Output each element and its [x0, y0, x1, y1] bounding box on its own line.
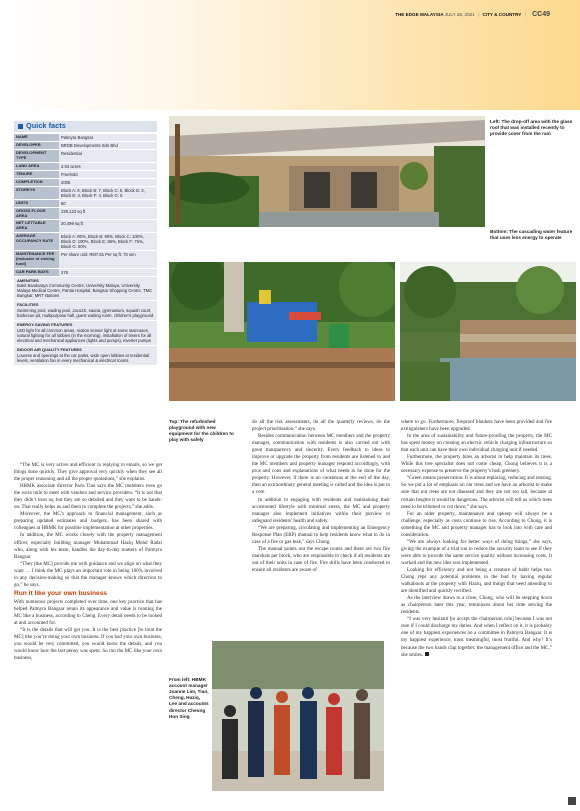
- body-paragraph: For an older property, maintenance and upkeep will always be a challenge, especially as costs continue to rise. According to Chong, it is something the MC and property manager has to look into with care and consideration.: [401, 510, 552, 538]
- quick-facts-note: [14, 346, 157, 366]
- note-text: LED light for all common areas, motion sensor light at some staircases, natural lighting for all lobbies (in the morning), installation of timers for all electrical and mechanical appliances (lights and pumps), inverter pumps: [17, 328, 152, 344]
- fact-label: DEVELOPER: [14, 142, 59, 149]
- body-paragraph: “I was very hesitant [to accept the chairperson role] because I was not sure if I could discharge my duties. And when I reflect on it, it is probably one of my happiest experiences on a committee in Palmyra Bangsar. It is my happiest experience, most meaningful, most fruitful. And why? It’s because the two hands clap together, the management office and the MC,” she smiles.: [401, 616, 552, 658]
- quick-facts-row: [14, 200, 157, 208]
- subheading: Run it like your own business: [14, 589, 108, 597]
- fact-value: 2005: [59, 179, 157, 186]
- fact-value: Block A: 80%, Block B: 90%, Block C: 100%, Block D: 100%, Block E: 88%, Block F: 75%, Block G: 60%: [59, 233, 157, 250]
- fact-value: Freehold: [59, 171, 157, 178]
- note-heading: FACILITIES: [17, 302, 39, 308]
- fact-label: NET LETTABLE AREA: [14, 220, 59, 232]
- body-paragraph: “Green means preservation. It is about replacing, reducing and reusing. So we put a lot of emphasis on our trees and we have an arborist to make sure that our trees are not diseased and they are not too tall, because at certain heights it would be dangerous. The arborist will tell us which trees need to be trimmed or cut down,” she says.: [401, 475, 552, 510]
- fact-label: DEVELOPMENT TYPE: [14, 150, 59, 162]
- body-paragraph: Moreover, the MC’s approach to financial management, such as preparing updated estimates and budgets, has been shared with colleagues at HBMK for possible implementation at other properties.: [14, 511, 162, 532]
- fact-value: 276: [59, 269, 157, 276]
- quick-facts-note: [14, 277, 157, 302]
- body-paragraph: “We are always looking for better ways of doing things,” she says, giving the example of a trial run to reduce the security team to see if they were able to provide the same service quality without increasing costs. It worked and the new idea was implemented.: [401, 538, 552, 566]
- fact-label: AVERAGE OCCUPANCY RATE: [14, 233, 59, 250]
- note-heading: ENERGY-SAVING FEATURES: [17, 322, 73, 328]
- quick-facts-title: Quick facts: [26, 121, 66, 131]
- body-paragraph: The manual points out the escape routes and there are two fire marshals per block, who are responsible to check if all residents are out of their units in case of fire. Fire drills have been conducted to ensure all residents are aware of: [252, 545, 390, 573]
- body-paragraph: do all the risk assessments, do all the quarterly reviews, do the project prioritisation,” she says.: [252, 419, 390, 433]
- body-paragraph: “They [the MC] provide me with guidance and we align on what they want … I think the MC plays an important role in being 100% involved in any decision-making so that the manager knows which direction to go,” he says.: [14, 560, 162, 588]
- fact-label: MAINTENANCE FEE (Inclusive of sinking fund): [14, 251, 59, 267]
- note-heading: AMENITIES: [17, 277, 39, 283]
- quick-facts-row: [14, 269, 157, 277]
- quick-facts-row: [14, 142, 157, 150]
- quick-facts-row: [14, 134, 157, 142]
- page-folio: [395, 11, 550, 18]
- fact-value: 2.94 acres: [59, 163, 157, 170]
- quick-facts-note: [14, 301, 157, 321]
- fact-label: UNITS: [14, 200, 59, 207]
- water-feature-caption: Bottom: The cascading water feature that uses less energy to operate: [490, 229, 573, 241]
- fact-value: Residential: [59, 150, 157, 162]
- fact-label: STOREYS: [14, 187, 59, 199]
- team-photo: [212, 641, 384, 791]
- article-column-3: [401, 419, 552, 659]
- body-paragraph: “We are preparing, circulating and implementing an Emergency Response Plan (ERP) manual to help residents know what to do in case of a fire or gas leak,” says Chong.: [252, 524, 390, 545]
- section-name: CITY & COUNTRY: [482, 12, 522, 17]
- fact-label: GROSS FLOOR AREA: [14, 208, 59, 220]
- body-paragraph: In addition, the MC works closely with the property management officer, especially building manager Muhammad Haziq Mohd Radzi who, along with his team, handles the day-to-day matters of Palmyra Bangsar.: [14, 532, 162, 560]
- note-text: Bukit Bandaraya Community Centre, University Malaya, University Malaya Medical Centre, Pantai Hospital, Bangsar Shopping Centre, TMC Bangsar, MRT stations: [17, 283, 153, 299]
- page-corner-tab: [568, 797, 576, 805]
- fact-value: 60: [59, 200, 157, 207]
- quick-facts-row: [14, 187, 157, 200]
- body-paragraph: HBMK associate director Paris Tian says the MC members even go the extra mile to meet with vendors and service providers. “It is not that they didn’t trust us, but they are so detailed and they want to be hands-on. That really helps us and them to complete the projects,” she adds.: [14, 483, 162, 511]
- quick-facts-note: [14, 321, 157, 346]
- body-paragraph: As the interview draws to a close, Chong, who will be stepping down as chairperson later this year, reminisces about her time serving the residents.: [401, 595, 552, 616]
- body-paragraph: Looking for efficiency and not being a creature of habit helps too. Chong reps any potential problems in the bud by having regular walkabouts at the property with Haziq, and things that need attending to are identified and quickly rectified.: [401, 566, 552, 595]
- note-text: Swimming pool, wading pool, Jacuzzi, sauna, gymnasium, squash court, barbecue pit, multipurpose hall, guest waiting room, children's playground: [17, 308, 154, 319]
- page-number: CC49: [532, 11, 550, 18]
- note-text: Louvres and openings at the car parks, wide open lobbies at residential levels, ventilation fan in every mechanical & electrical rooms: [17, 352, 149, 364]
- fact-label: NAME: [14, 134, 59, 141]
- quick-facts-row: [14, 233, 157, 251]
- playground-photo: [169, 262, 395, 401]
- dropoff-caption: Left: The drop-off area with the glass roof that was installed recently to provide cover from the rain: [490, 119, 573, 137]
- body-paragraph: “It is the details that will get you. It is the best practice [to treat the MC] like you’re doing your own business. If you had your own business, you would be very committed, you would know the details, and you would know how the last penny was spent. So run the MC like your own business,: [14, 627, 162, 662]
- folio-separator: |: [478, 12, 480, 17]
- fact-label: TENURE: [14, 171, 59, 178]
- note-heading: INDOOR AIR QUALITY FEATURES: [17, 347, 82, 353]
- body-paragraph: In addition to engaging with residents and maintaining their accustomed lifestyle with minimal stress, the MC and property manager also implement initiatives within their purview to safeguard residents’ health and safety.: [252, 496, 390, 524]
- quick-facts-row: [14, 179, 157, 187]
- fact-label: LAND AREA: [14, 163, 59, 170]
- body-paragraph: where to go. Furthermore, fireproof blankets have been provided and fire extinguishers have been upgraded.: [401, 419, 552, 433]
- folio-separator: |: [524, 12, 526, 17]
- quick-facts-row: [14, 208, 157, 221]
- fact-label: CAR PARK BAYS: [14, 269, 59, 276]
- fact-value: 229,123 sq ft: [59, 208, 157, 220]
- body-paragraph: In the area of sustainability and future-proofing the property, the MC has spent money on creating an electric vehicle charging infrastructure so that each unit can have their own individual charging unit if needed.: [401, 433, 552, 454]
- dropoff-area-photo: [169, 116, 485, 227]
- quick-facts-notes: [14, 277, 157, 367]
- fact-value: Block A: 8, Block B: 7, Block C: 5, Block D: 3, Block E: 4, Block F: 4, Block G: 6: [59, 187, 157, 199]
- fact-label: COMPLETION: [14, 179, 59, 186]
- body-paragraph: Furthermore, the property hires an arborist to help maintain its trees. While this tree specialist does not come cheap, Chong believes it is a necessary expense to preserve the property’s lush greenery.: [401, 454, 552, 475]
- quick-facts-row: [14, 220, 157, 233]
- article-column-1: [14, 462, 162, 662]
- end-of-article-icon: [425, 652, 429, 656]
- playground-caption: Top: The refurbished playground with new equipment for the children to play with safely: [169, 419, 234, 443]
- fact-value: 20,499 sq ft: [59, 220, 157, 232]
- quick-facts-box: [14, 121, 157, 366]
- publication-name: THE EDGE MALAYSIA: [395, 12, 444, 17]
- fact-value: Per share unit: RM7.81 Per sq ft: 70 sen: [59, 251, 157, 267]
- quick-facts-row: [14, 251, 157, 268]
- quick-facts-row: [14, 150, 157, 163]
- body-paragraph: “The MC is very active and efficient in replying to emails, so we get things done quickly. They give approval very quickly when they see all the proper reasoning and all the proper quotations,” she explains.: [14, 462, 162, 483]
- square-bullet-icon: [18, 124, 23, 129]
- quick-facts-row: [14, 171, 157, 179]
- body-paragraph: Besides communication between MC members and the property manager, communication with residents is also carried out with great transparency and sincerity. Every feedback to ideas to improve or upgrade the property from residents are listened to and the MC members and property manager respond accordingly, with pros and cons and explanations of what needs to be done for the property. However, if there is no consensus at the end of the day, then an extraordinary general meeting is called and the idea is put to a vote.: [252, 433, 390, 496]
- body-paragraph: With numerous projects completed over time, one key practice that has helped Palmyra Bangsar retain its appearance and value is running the MC like a business, according to Cheng. Every detail needs to be looked at and accounted for.: [14, 598, 162, 626]
- fact-value: Palmyra Bangsar: [59, 134, 157, 141]
- water-feature-photo: [400, 262, 576, 401]
- team-photo-caption: From left: HBMK account manager Joanne Lim, Tian, Cheng, Haziq, Lee and accounts director Cheong Hon Sing: [169, 677, 209, 719]
- quick-facts-table: [14, 134, 157, 277]
- quick-facts-header: [14, 121, 157, 132]
- issue-date: JULY 26, 2021: [444, 12, 475, 17]
- article-column-2: [252, 419, 390, 574]
- quick-facts-row: [14, 163, 157, 171]
- fact-value: BRDB Developments Sdn Bhd: [59, 142, 157, 149]
